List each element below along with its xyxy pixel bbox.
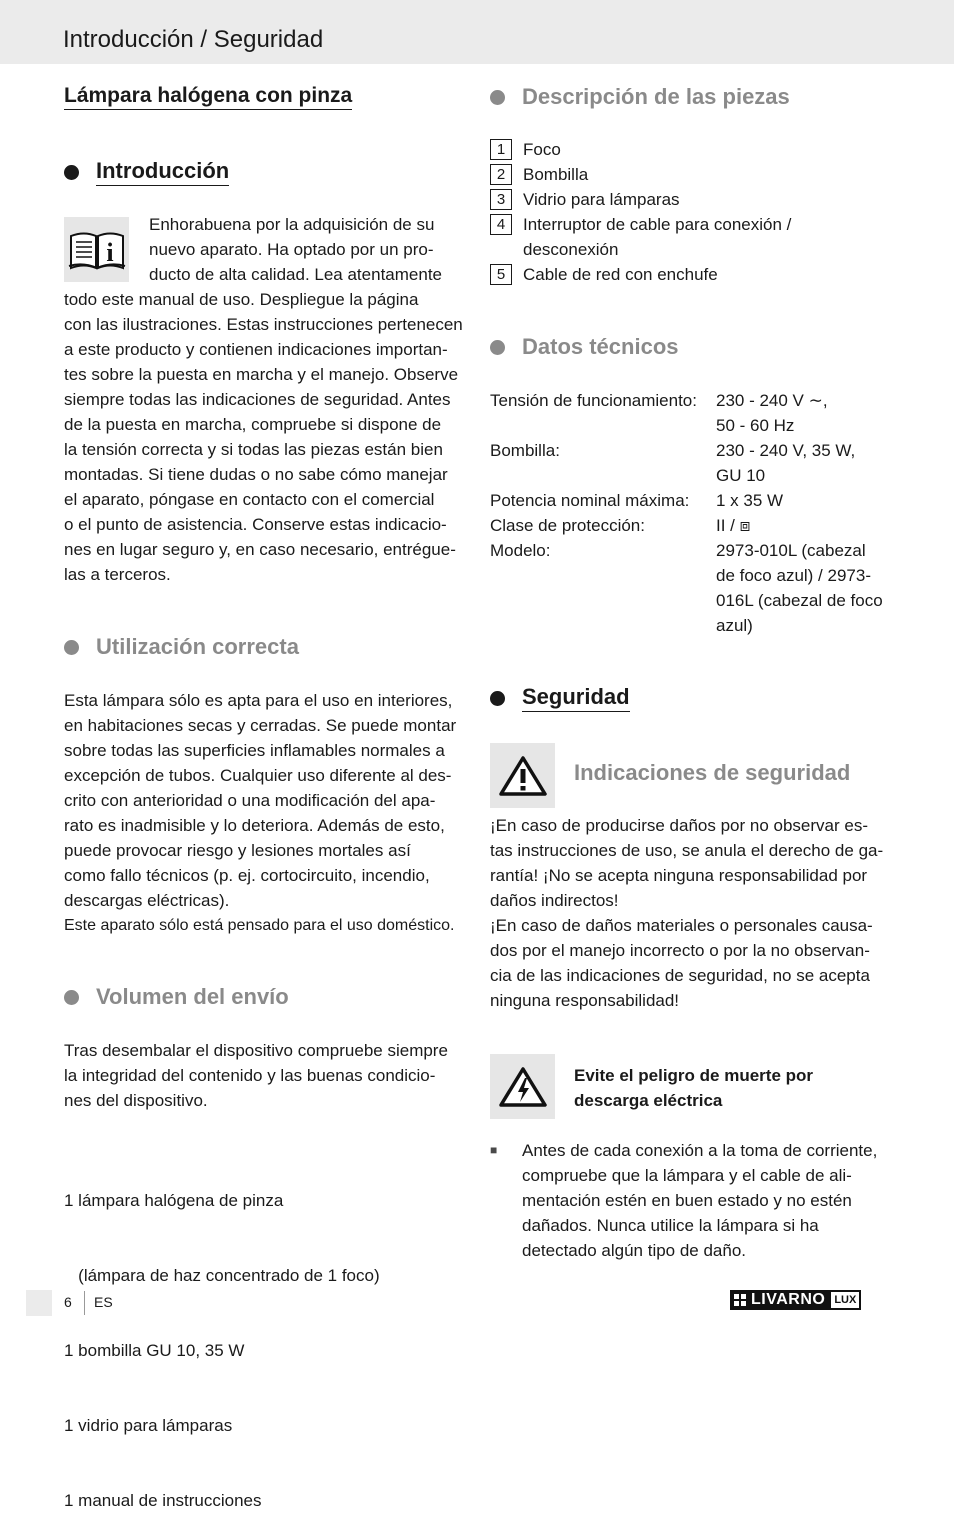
volumen-text	[64, 1038, 464, 1113]
tech-key: Modelo:	[490, 541, 551, 560]
page-title: Introducción / Seguridad	[63, 26, 324, 53]
heading-text: Utilización correcta	[96, 634, 299, 659]
bullet-dot	[64, 640, 79, 655]
brand-logo	[730, 1290, 861, 1310]
brand-mark-icon	[734, 1294, 746, 1306]
tech-value: 230 - 240 V ∼, 50 - 60 Hz	[716, 391, 828, 435]
part-label: Cable de red con enchufe	[523, 265, 718, 284]
section-seguridad-heading	[490, 684, 630, 712]
square-bullet-icon: ■	[490, 1143, 498, 1157]
brand-name: LIVARNO	[751, 1291, 826, 1308]
part-row	[490, 262, 890, 287]
bullet-text: Antes de cada conexión a la toma de corriente, compruebe que la lámpara y el cable de ali-mentación estén en buen estado y no estén dañados. Nunca utilice la lámpara si ha detectado algún tipo de daño.	[522, 1141, 878, 1260]
part-label: Interruptor de cable para conexión / desconexión	[523, 215, 792, 259]
tech-data-table	[490, 388, 890, 638]
electric-shock-warning-icon	[490, 1054, 555, 1119]
part-number: 1	[490, 139, 512, 160]
intro-line: tes sobre la puesta en marcha y el manejo. Observe	[64, 365, 459, 384]
list-item: 1 vidrio para lámparas	[64, 1416, 233, 1435]
util-line: puede provocar riesgo y lesiones mortales así	[64, 841, 411, 860]
section-descripcion-heading	[490, 84, 790, 110]
footer-divider	[84, 1291, 85, 1315]
intro-line: nes en lugar seguro y, en caso necesario, entrégue-	[64, 540, 456, 559]
part-label: Foco	[523, 140, 561, 159]
product-title: Lámpara halógena con pinza	[64, 84, 352, 110]
intro-line: las a terceros.	[64, 565, 171, 584]
tech-value: 1 x 35 W	[716, 491, 784, 510]
list-item: (lámpara de haz concentrado de 1 foco)	[64, 1266, 380, 1285]
intro-line: con las ilustraciones. Estas instrucciones pertenecen	[64, 315, 463, 334]
list-item: 1 bombilla GU 10, 35 W	[64, 1341, 245, 1360]
tech-value: 2973-010L (cabezal de foco azul) / 2973-016L (cabezal de foco azul)	[716, 541, 883, 635]
util-line: en habitaciones secas y cerradas. Se puede montar	[64, 716, 457, 735]
part-row	[490, 162, 890, 187]
util-line: Esta lámpara sólo es apta para el uso en interiores,	[64, 691, 453, 710]
list-item: 1 manual de instrucciones	[64, 1491, 262, 1510]
seguridad-text	[490, 813, 890, 1013]
safety-sub-heading	[574, 760, 850, 786]
intro-line: la tensión correcta y si todas las piezas están bien	[64, 440, 443, 459]
seguridad-line: ninguna responsabilidad!	[490, 991, 680, 1010]
util-line: excepción de tubos. Cualquier uso diferente al des-	[64, 766, 452, 785]
tech-value: II / ⧈	[716, 516, 751, 535]
part-number: 3	[490, 189, 512, 210]
intro-line: el aparato, póngase en contacto con el comercial	[64, 490, 435, 509]
bullet-dot	[64, 165, 79, 180]
tech-key: Potencia nominal máxima:	[490, 491, 690, 510]
brand-suffix: LUX	[829, 1290, 861, 1310]
utilizacion-text	[64, 688, 464, 938]
bullet-dot	[64, 990, 79, 1005]
page-number: 6	[64, 1294, 72, 1310]
tech-row	[490, 388, 890, 438]
seguridad-line: daños indirectos!	[490, 891, 619, 910]
tech-key: Bombilla:	[490, 441, 560, 460]
seguridad-line: tas instrucciones de uso, se anula el derecho de ga-	[490, 841, 884, 860]
part-label: Bombilla	[523, 165, 589, 184]
part-number: 4	[490, 214, 512, 235]
svg-text:i: i	[105, 237, 114, 267]
intro-line: Enhorabuena por la adquisición de su	[149, 215, 435, 234]
tech-key: Clase de protección:	[490, 516, 645, 535]
util-line: como fallo técnicos (p. ej. cortocircuito, incendio,	[64, 866, 430, 885]
tech-key: Tensión de funcionamiento:	[490, 391, 697, 410]
seguridad-line: rantía! ¡No se acepta ninguna responsabilidad por	[490, 866, 868, 885]
util-line: Este aparato sólo está pensado para el uso doméstico.	[64, 917, 455, 934]
volumen-line: nes del dispositivo.	[64, 1091, 208, 1110]
volumen-line: la integridad del contenido y las buenas condicio-	[64, 1066, 436, 1085]
bullet-dot	[490, 691, 505, 706]
section-utilizacion-heading	[64, 634, 299, 660]
section-datos-heading	[490, 334, 679, 360]
intro-line: montadas. Si tiene dudas o no sabe cómo manejar	[64, 465, 448, 484]
intro-line: nuevo aparato. Ha optado por un pro-	[149, 240, 434, 259]
tech-value: 230 - 240 V, 35 W, GU 10	[716, 441, 856, 485]
volumen-line: Tras desembalar el dispositivo compruebe siempre	[64, 1041, 448, 1060]
util-line: rato es inadmisible y lo deteriora. Además de esto,	[64, 816, 445, 835]
brand-logo-main	[730, 1290, 829, 1310]
intro-line: ducto de alta calidad. Lea atentamente	[149, 265, 442, 284]
util-line: descargas eléctricas).	[64, 891, 230, 910]
section-volumen-heading	[64, 984, 289, 1010]
part-row	[490, 137, 890, 162]
heading-text: Descripción de las piezas	[522, 84, 790, 109]
parts-list	[490, 137, 890, 287]
seguridad-line: ¡En caso de daños materiales o personales causa-	[490, 916, 873, 935]
tech-row	[490, 488, 890, 513]
intro-line: siempre todas las indicaciones de seguridad. Antes	[64, 390, 451, 409]
intro-line: a este producto y contienen indicaciones importan-	[64, 340, 448, 359]
introduccion-text	[64, 212, 464, 587]
heading-text: Introducción	[96, 158, 229, 186]
seguridad-line: cia de las indicaciones de seguridad, no se acepta	[490, 966, 870, 985]
heading-text: Seguridad	[522, 684, 630, 712]
tech-row	[490, 538, 890, 638]
seguridad-line: ¡En caso de producirse daños por no observar es-	[490, 816, 868, 835]
volumen-items	[64, 1138, 464, 1538]
intro-line: de la puesta en marcha, compruebe si dispone de	[64, 415, 442, 434]
util-line: crito con anterioridad o una modificación del apa-	[64, 791, 436, 810]
section-introduccion-heading	[64, 158, 229, 186]
bullet-dot	[490, 90, 505, 105]
part-label: Vidrio para lámparas	[523, 190, 680, 209]
footer-marker	[26, 1290, 52, 1316]
list-item: 1 lámpara halógena de pinza	[64, 1191, 284, 1210]
part-number: 5	[490, 264, 512, 285]
intro-line: o el punto de asistencia. Conserve estas indicacio-	[64, 515, 447, 534]
heading-text: Indicaciones de seguridad	[574, 760, 851, 785]
electric-warning-title: Evite el peligro de muerte por descarga eléctrica	[574, 1066, 814, 1110]
safety-bullet-list	[490, 1138, 890, 1263]
warning-triangle-icon	[490, 743, 555, 808]
part-row	[490, 187, 890, 212]
bullet-dot	[490, 340, 505, 355]
tech-row	[490, 438, 890, 488]
heading-text: Volumen del envío	[96, 984, 289, 1009]
util-line: sobre todas las superficies inflamables normales a	[64, 741, 445, 760]
part-row	[490, 212, 890, 262]
list-item	[490, 1138, 890, 1263]
tech-row	[490, 513, 890, 538]
seguridad-line: dos por el manejo incorrecto o por la no observan-	[490, 941, 870, 960]
part-number: 2	[490, 164, 512, 185]
intro-line: todo este manual de uso. Despliegue la página	[64, 290, 419, 309]
language-code: ES	[94, 1294, 113, 1310]
heading-text: Datos técnicos	[522, 334, 679, 359]
